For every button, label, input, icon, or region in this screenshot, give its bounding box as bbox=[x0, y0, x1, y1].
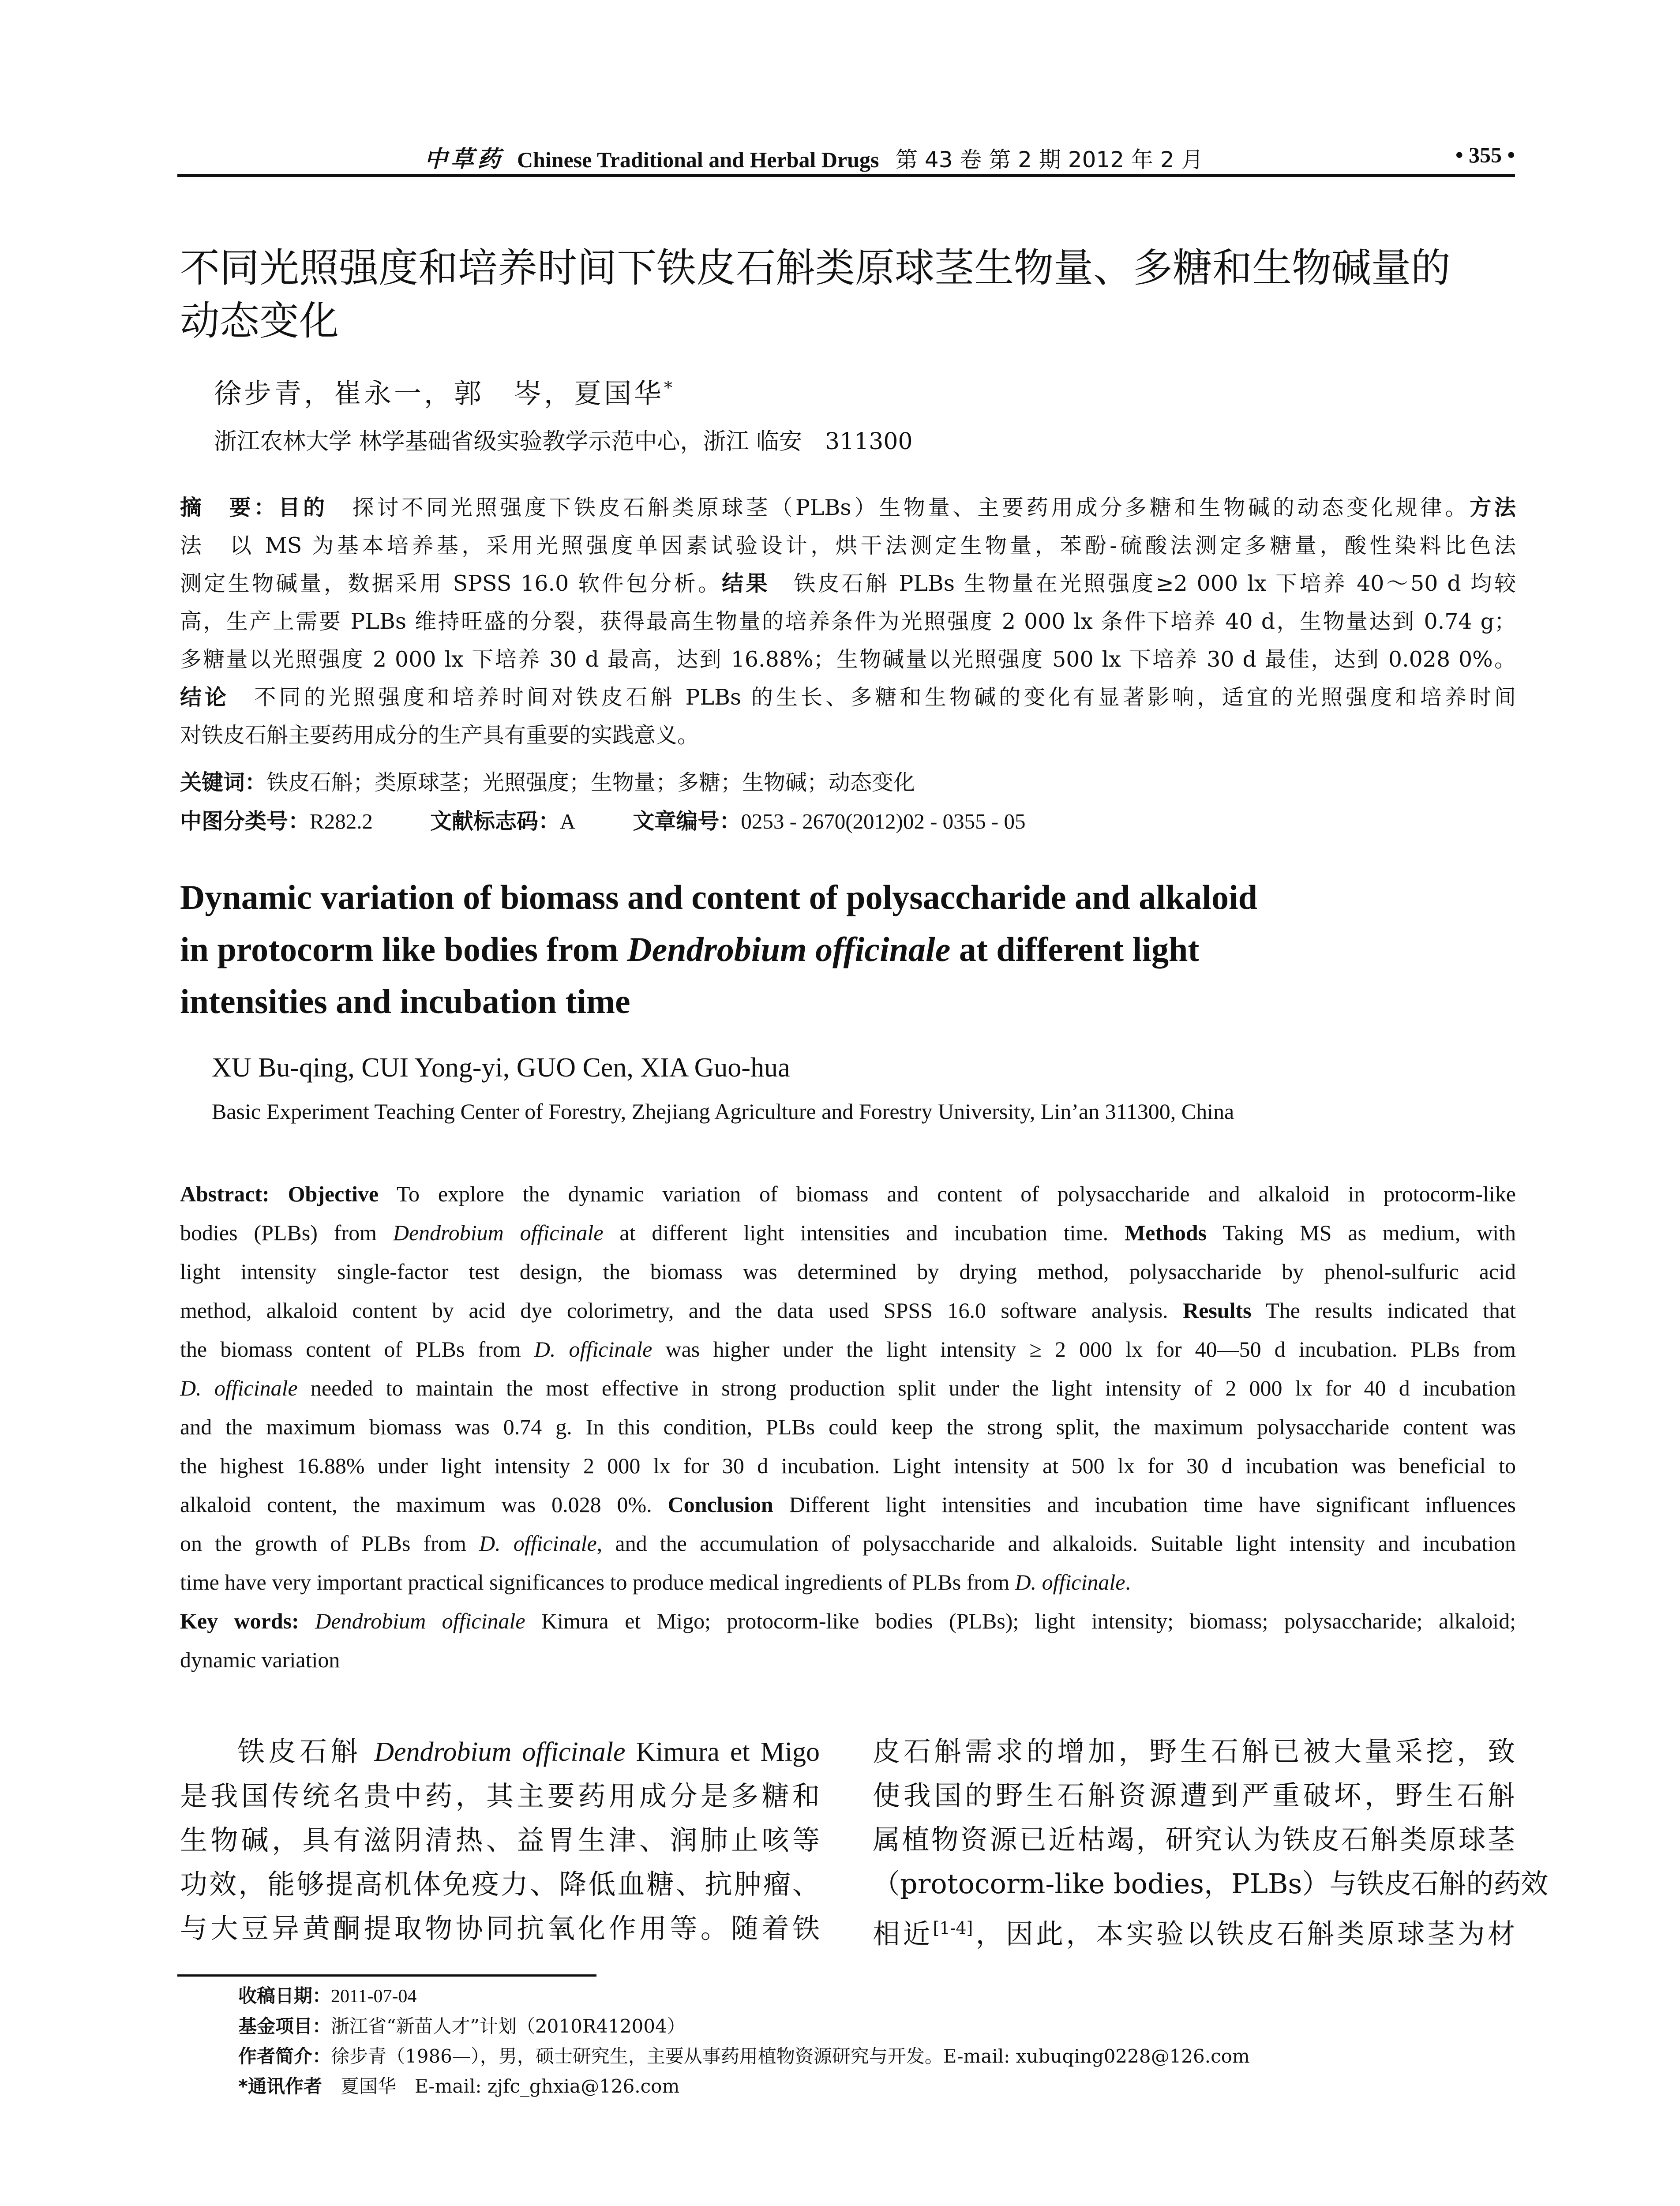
species-name: D. officinale bbox=[479, 1531, 597, 1556]
en-abstract-text: , and the accumulation of polysaccharide and alkaloids. Suitable light intensity and incubation bbox=[596, 1531, 1516, 1556]
title-species: Dendrobium officinale bbox=[627, 930, 951, 968]
english-title bbox=[180, 871, 1504, 1028]
body-column-left bbox=[180, 1730, 820, 1951]
en-abstract-line bbox=[180, 1485, 1516, 1524]
cn-classification bbox=[180, 804, 1025, 835]
en-abstract-text: on the growth of PLBs from bbox=[180, 1531, 479, 1556]
chinese-title-line1: 不同光照强度和培养时间下铁皮石斛类原球茎生物量、多糖和生物碱量的 bbox=[180, 245, 1451, 291]
en-keywords-line: dynamic variation bbox=[180, 1647, 340, 1672]
body-line: 与大豆异黄酮提取物协同抗氧化作用等。随着铁 bbox=[180, 1912, 820, 1944]
en-abstract-line: light intensity single-factor test design, the biomass was determined by drying method, polysaccharide by phenol-sulfuric acid bbox=[180, 1259, 1516, 1284]
en-abstract-text: Taking MS as medium, with bbox=[1207, 1220, 1516, 1245]
en-abstract-text: The results indicated that bbox=[1251, 1298, 1516, 1323]
chinese-title-line2: 动态变化 bbox=[180, 298, 339, 344]
header-rule bbox=[177, 174, 1515, 177]
footnote-rule bbox=[177, 1974, 596, 1977]
cn-conclusion-label: 结论 bbox=[180, 685, 230, 710]
citation-ref: [1-4] bbox=[933, 1918, 973, 1938]
en-abstract-line bbox=[180, 1563, 1516, 1602]
page-number: • 355 • bbox=[1455, 143, 1515, 167]
cn-abstract-label: 摘 要： bbox=[180, 495, 279, 520]
body-text: 铁皮石斛 bbox=[237, 1735, 375, 1767]
journal-name-cn: 中草药 bbox=[424, 146, 504, 173]
clc-label: 中图分类号： bbox=[180, 809, 310, 834]
en-abstract-text: method, alkaloid content by acid dye colorimetry, and the data used SPSS 16.0 software analysis. bbox=[180, 1298, 1183, 1323]
footnote-text: 徐步青（1986—），男，硕士研究生，主要从事药用植物资源研究与开发。E-mail: xubuqing0228@126.com bbox=[331, 2045, 1250, 2067]
body-text: 相近 bbox=[873, 1917, 933, 1950]
en-abstract-line bbox=[180, 1291, 1516, 1330]
body-text: ，因此，本实验以铁皮石斛类原球茎为材 bbox=[973, 1917, 1515, 1950]
english-authors: XU Bu-qing, CUI Yong-yi, GUO Cen, XIA Guo-hua bbox=[212, 1053, 790, 1083]
en-abstract-line bbox=[180, 1369, 1516, 1407]
journal-title-issue bbox=[517, 142, 1204, 174]
species-name: D. officinale bbox=[534, 1337, 652, 1362]
running-header bbox=[177, 140, 1515, 171]
en-results-label: Results bbox=[1183, 1298, 1252, 1323]
cn-abstract-line: 对铁皮石斛主要药用成分的生产具有重要的实践意义。 bbox=[180, 723, 699, 748]
chinese-title bbox=[180, 242, 1517, 348]
en-keywords-label: Key words: bbox=[180, 1609, 299, 1633]
footnote-label: 作者简介： bbox=[238, 2045, 331, 2067]
body-line: 属植物资源已近枯竭，研究认为铁皮石斛类原球茎 bbox=[873, 1823, 1515, 1856]
cn-objective-text: 探讨不同光照强度下铁皮石斛类原球茎（PLBs）生物量、主要药用成分多糖和生物碱的动态变化规律。 bbox=[327, 495, 1470, 520]
cn-abstract-line: 高，生产上需要 PLBs 维持旺盛的分裂，获得最高生物量的培养条件为光照强度 2 000 lx 条件下培养 40 d，生物量达到 0.74 g； bbox=[180, 609, 1516, 634]
en-abstract-text: time have very important practical significances to produce medical ingredients of PLBs from bbox=[180, 1570, 1015, 1594]
footnote-label: 收稿日期： bbox=[238, 1985, 331, 2007]
body-line: 功效，能够提高机体免疫力、降低血糖、抗肿瘤、 bbox=[180, 1868, 820, 1900]
journal-name-en: Chinese Traditional and Herbal Drugs bbox=[517, 147, 879, 172]
doc-code-value: A bbox=[559, 809, 576, 833]
en-abstract-text: bodies (PLBs) from bbox=[180, 1220, 393, 1245]
en-abstract-text: . bbox=[1125, 1570, 1131, 1594]
cn-objective-label: 目的 bbox=[278, 495, 328, 520]
body-line bbox=[180, 1730, 820, 1774]
en-abstract-line bbox=[180, 1524, 1516, 1563]
en-abstract-line: and the maximum biomass was 0.74 g. In this condition, PLBs could keep the strong split, the maximum polysaccharide content was bbox=[180, 1414, 1516, 1439]
cn-abstract-line bbox=[180, 489, 1516, 527]
footnote-label: *通讯作者 bbox=[238, 2075, 322, 2097]
title-text: in protocorm like bodies from bbox=[180, 930, 627, 968]
footnote-text: 夏国华 E-mail: zjfc_ghxia@126.com bbox=[322, 2075, 680, 2097]
chinese-author-names: 徐步青，崔永一，郭 岑，夏国华 bbox=[214, 377, 664, 409]
species-name: Dendrobium officinale bbox=[315, 1609, 525, 1633]
body-line: 生物碱，具有滋阴清热、益胃生津、润肺止咳等 bbox=[180, 1824, 820, 1856]
article-no-value: 0253 - 2670(2012)02 - 0355 - 05 bbox=[741, 809, 1026, 833]
en-abstract-text: was higher under the light intensity ≥ 2 000 lx for 40—50 d incubation. PLBs from bbox=[652, 1337, 1516, 1362]
body-text: Kimura et Migo bbox=[625, 1737, 820, 1767]
footnote-label: 基金项目： bbox=[238, 2015, 331, 2037]
body-column-right bbox=[873, 1730, 1549, 1956]
chinese-affiliation: 浙江农林大学 林学基础省级实验教学示范中心，浙江 临安 311300 bbox=[214, 428, 913, 455]
chinese-authors bbox=[214, 371, 675, 411]
cn-keywords-label: 关键词： bbox=[180, 770, 267, 795]
cn-abstract-line: 法 以 MS 为基本培养基，采用光照强度单因素试验设计，烘干法测定生物量，苯酚-硫酸法测定多糖量，酸性染料比色法 bbox=[180, 533, 1516, 558]
en-abstract-text: alkaloid content, the maximum was 0.028 0%. bbox=[180, 1492, 668, 1517]
english-affiliation: Basic Experiment Teaching Center of Forestry, Zhejiang Agriculture and Forestry University, Lin’an 311300, China bbox=[212, 1099, 1234, 1124]
body-line bbox=[873, 1906, 1515, 1956]
article-no-label: 文章编号： bbox=[633, 809, 741, 834]
cn-abstract-text: 铁皮石斛 PLBs 生物量在光照强度≥2 000 lx 下培养 40～50 d 均较 bbox=[769, 571, 1516, 596]
body-line: （protocorm-like bodies，PLBs）与铁皮石斛的药效 bbox=[873, 1868, 1549, 1900]
cn-abstract-line bbox=[180, 679, 1516, 717]
footnotes bbox=[238, 1981, 1250, 2101]
en-abstract-line bbox=[180, 1213, 1516, 1252]
cn-abstract-text: 测定生物碱量，数据采用 SPSS 16.0 软件包分析。 bbox=[180, 571, 722, 596]
body-line: 使我国的野生石斛资源遭到严重破坏，野生石斛 bbox=[873, 1779, 1515, 1812]
en-conclusion-label: Conclusion bbox=[668, 1492, 773, 1517]
en-abstract-line: the highest 16.88% under light intensity 2 000 lx for 30 d incubation. Light intensity at 500 lx for 30 d incubation was beneficial to bbox=[180, 1453, 1516, 1478]
en-abstract-text: at different light intensities and incubation time. bbox=[603, 1220, 1125, 1245]
body-line: 是我国传统名贵中药，其主要药用成分是多糖和 bbox=[180, 1780, 820, 1812]
cn-abstract-line: 多糖量以光照强度 2 000 lx 下培养 30 d 最高，达到 16.88%；生物碱量以光照强度 500 lx 下培养 30 d 最佳，达到 0.028 0%。 bbox=[180, 647, 1516, 672]
cn-results-label: 结果 bbox=[722, 571, 770, 596]
cn-methods-label: 方法 bbox=[1470, 495, 1516, 520]
issue-info: 第 43 卷 第 2 期 2012 年 2 月 bbox=[895, 147, 1204, 173]
en-keywords-text: Kimura et Migo; protocorm-like bodies (PLBs); light intensity; biomass; polysaccharide; alkaloid; bbox=[525, 1609, 1516, 1633]
en-abstract-text: the biomass content of PLBs from bbox=[180, 1337, 534, 1362]
footnote-text: 浙江省“新苗人才”计划（2010R412004） bbox=[331, 2015, 686, 2037]
en-methods-label: Methods bbox=[1125, 1220, 1207, 1245]
en-abstract-text: Different light intensities and incubation time have significant influences bbox=[773, 1492, 1516, 1517]
en-abstract-line bbox=[180, 1174, 1516, 1213]
footnote-received bbox=[238, 1981, 1250, 2011]
title-text: at different light bbox=[950, 930, 1200, 968]
doc-code-label: 文献标志码： bbox=[430, 809, 560, 834]
en-abstract-text: To explore the dynamic variation of biomass and content of polysaccharide and alkaloid in protocorm-like bbox=[379, 1182, 1516, 1206]
species-name: D. officinale bbox=[1015, 1570, 1125, 1594]
species-name: Dendrobium officinale bbox=[374, 1737, 626, 1767]
footnote-fund bbox=[238, 2011, 1250, 2041]
species-name: Dendrobium officinale bbox=[393, 1220, 604, 1245]
footnote-author-bio bbox=[238, 2041, 1250, 2071]
en-keywords-line bbox=[180, 1602, 1516, 1640]
english-title-line1: Dynamic variation of biomass and content of polysaccharide and alkaloid bbox=[180, 878, 1258, 916]
cn-abstract-line bbox=[180, 565, 1516, 603]
footnote-text: 2011-07-04 bbox=[331, 1986, 417, 2007]
body-line: 皮石斛需求的增加，野生石斛已被大量采挖，致 bbox=[873, 1735, 1515, 1767]
en-objective-label: Objective bbox=[288, 1182, 379, 1206]
corresponding-mark: * bbox=[664, 378, 675, 398]
footnote-corresponding bbox=[238, 2071, 1250, 2101]
cn-keywords-text: 铁皮石斛；类原球茎；光照强度；生物量；多糖；生物碱；动态变化 bbox=[266, 770, 915, 795]
english-title-line3: intensities and incubation time bbox=[180, 982, 630, 1020]
en-abstract-line bbox=[180, 1330, 1516, 1369]
clc-value: R282.2 bbox=[310, 809, 373, 833]
species-name: D. officinale bbox=[180, 1376, 298, 1400]
en-abstract-text: needed to maintain the most effective in strong production split under the light intensity of 2 000 lx for 40 d incubation bbox=[297, 1376, 1516, 1400]
cn-keywords bbox=[180, 765, 915, 796]
en-abstract-label: Abstract: bbox=[180, 1182, 270, 1206]
cn-abstract-text: 不同的光照强度和培养时间对铁皮石斛 PLBs 的生长、多糖和生物碱的变化有显著影响，适宜的光照强度和培养时间 bbox=[229, 685, 1516, 710]
english-title-line2 bbox=[180, 923, 1504, 975]
